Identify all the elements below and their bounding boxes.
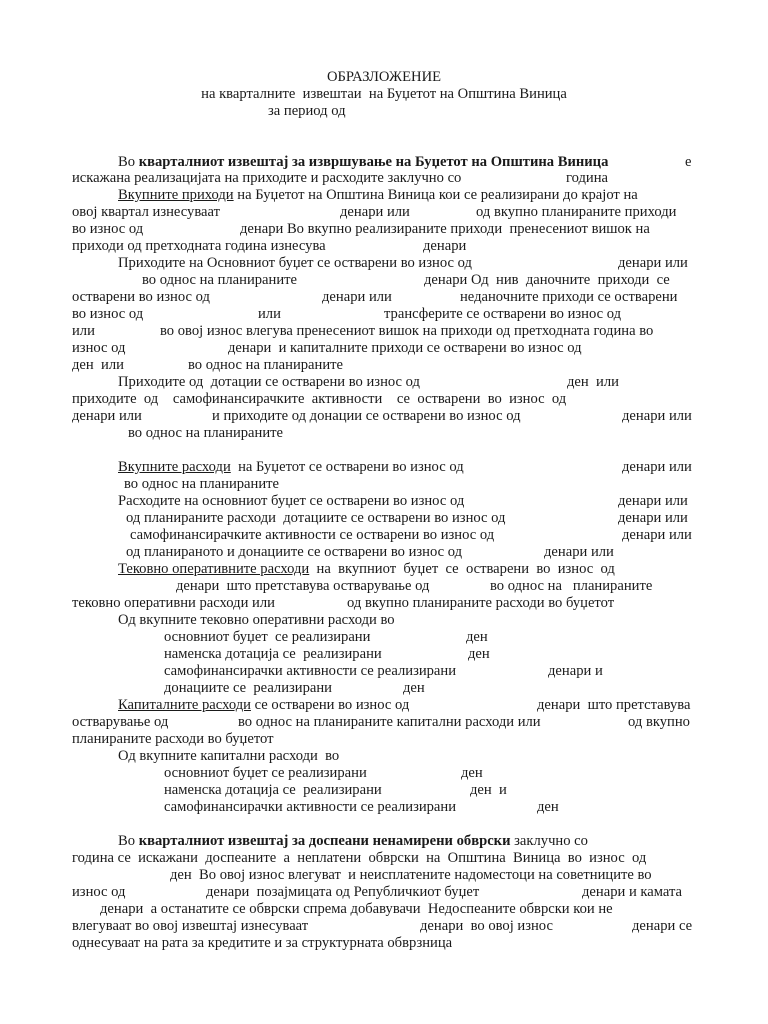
operating-expenditures-paragraph: Тековно оперативните расходи на вкупниот буџет се остварени во износ од [118, 561, 615, 577]
capital-expenditures-paragraph: Капиталните расходи се остварени во износ од [118, 697, 410, 713]
text-fragment: и приходите од донации се остварени во износ од [212, 408, 521, 424]
text-line: приходите од самофинансирачките активности се остварени во износ од [72, 391, 567, 407]
document-title: ОБРАЗЛОЖЕНИЕ [326, 69, 442, 85]
text-line: Од вкупните тековно оперативни расходи во [118, 612, 395, 628]
text-line: во однос на планираните [124, 476, 280, 492]
text-line: остварување од [72, 714, 169, 730]
text-fragment: денари или [622, 527, 692, 543]
text-fragment: во однос на планираните [490, 578, 653, 594]
document-subtitle: на кварталните извештаи на Буџетот на Општина Виница [201, 86, 567, 102]
text-fragment: од вкупно планираните расходи во буџетот [347, 595, 615, 611]
list-item: самофинансирачки активности се реализирани [164, 663, 457, 679]
text-line: износ од [72, 884, 126, 900]
list-item-unit: ден [466, 629, 488, 645]
text-line: тековно оперативни расходи или [72, 595, 275, 611]
text-fragment: денари Од нив даночните приходи се [424, 272, 670, 288]
text-line: самофинансирачките активности се остварени во износ од [130, 527, 495, 543]
text-fragment: денари [423, 238, 467, 254]
text-fragment: или [258, 306, 281, 322]
document-period: за период од [268, 103, 346, 119]
list-item: самофинансирачки активности се реализирани [164, 799, 457, 815]
total-revenues-heading: Вкупните приходи [118, 187, 234, 203]
list-item-unit: ден [537, 799, 559, 815]
text-line: ден или [72, 357, 124, 373]
list-item: основниот буџет се реализирани [164, 765, 367, 781]
text-fragment: во однос на планираните [188, 357, 344, 373]
text-fragment: во овој износ влегува пренесениот вишок на приходи од претходната година во [160, 323, 654, 339]
text-fragment: денари или [322, 289, 392, 305]
text-fragment: година [566, 170, 609, 186]
text-line: во износ од [72, 306, 144, 322]
text-line: однесуваат на рата за кредитите и за структурната обврзница [72, 935, 453, 951]
text-line: во износ од [72, 221, 144, 237]
capital-expenditures-heading: Капиталните расходи [118, 697, 251, 713]
list-item-unit: ден и [470, 782, 507, 798]
text-line: планираните расходи во буџетот [72, 731, 274, 747]
text-line: во однос на планираните [142, 272, 298, 288]
total-expenditures-heading: Вкупните расходи [118, 459, 231, 475]
text-line: искажана реализацијата на приходите и расходите заклучно со [72, 170, 462, 186]
text-fragment: денари позајмицата од Републичкиот буџет [206, 884, 480, 900]
text-fragment: денари или [622, 408, 692, 424]
text-fragment: ден или [567, 374, 619, 390]
text-fragment: е [685, 154, 692, 170]
list-item-unit: денари и [548, 663, 603, 679]
text-line: ден Во овој износ влегуват и неисплатените надоместоци на советниците во [170, 867, 652, 883]
text-line: или [72, 323, 95, 339]
text-fragment: денари или [618, 510, 688, 526]
list-item-unit: ден [461, 765, 483, 781]
list-item: донациите се реализирани [164, 680, 332, 696]
text-fragment: денари или [618, 493, 688, 509]
text-line: од планираното и донациите се остварени во износ од [126, 544, 463, 560]
text-fragment: денари и капиталните приходи се остварени во износ од [228, 340, 582, 356]
list-item: основниот буџет се реализирани [164, 629, 371, 645]
list-item: наменска дотација се реализирани [164, 782, 382, 798]
list-item-unit: ден [468, 646, 490, 662]
text-line: денари што претставува остварување од [176, 578, 430, 594]
text-line: приходи од претходната година изнесува [72, 238, 326, 254]
overdue-report-bold: кварталниот извештај за доспеани ненамирени обврски [138, 833, 511, 849]
execution-paragraph-lead: Во кварталниот извештај за извршување на Буџетот на Општина Виница [118, 154, 609, 170]
text-line: Од вкупните капитални расходи во [118, 748, 340, 764]
text-line: Приходите на Основниот буџет се остварени во износ од [118, 255, 472, 271]
text-line: во однос на планираните [128, 425, 284, 441]
overdue-paragraph-lead: Во кварталниот извештај за доспеани ненамирени обврски заклучно со [118, 833, 588, 849]
text-line: денари или [72, 408, 142, 424]
text-line: овој квартал изнесуваат [72, 204, 221, 220]
text-fragment: денари или [618, 255, 688, 271]
text-fragment: денари се [632, 918, 693, 934]
text-line: износ од [72, 340, 126, 356]
text-line: година се искажани доспеаните а неплатени обврски на Општина Виница во износ од [72, 850, 647, 866]
text-line: од планираните расходи дотациите се остварени во износ од [126, 510, 506, 526]
text-line: денари а останатите се обврски спрема добавувачи Недоспеаните обврски кои не [100, 901, 613, 917]
text-fragment: денари или [544, 544, 614, 560]
text-fragment: трансферите се остварени во износ од [384, 306, 622, 322]
list-item: наменска дотација се реализирани [164, 646, 382, 662]
text-fragment: денари Во вкупно реализираните приходи пренесениот вишок на [240, 221, 650, 237]
text-line: влегуваат во овој извештај изнесуваат [72, 918, 309, 934]
text-fragment: денари и камата [582, 884, 683, 900]
revenues-paragraph: Вкупните приходи на Буџетот на Општина Виница кои се реализирани до крајот на [118, 187, 638, 203]
text-line: Расходите на основниот буџет се остварени во износ од [118, 493, 465, 509]
text-fragment: денари што претставува [537, 697, 691, 713]
text-fragment: од вкупно планираните приходи [476, 204, 677, 220]
text-line: остварени во износ од [72, 289, 210, 305]
expenditures-paragraph: Вкупните расходи на Буџетот се остварени во износ од [118, 459, 464, 475]
text-fragment: денари во овој износ [420, 918, 553, 934]
list-item-unit: ден [403, 680, 425, 696]
execution-report-bold: кварталниот извештај за извршување на Буџетот на Општина Виница [138, 154, 609, 170]
text-line: Приходите од дотации се остварени во износ од [118, 374, 420, 390]
text-fragment: неданочните приходи се остварени [460, 289, 678, 305]
text-fragment: во однос на планираните капитални расходи или [238, 714, 541, 730]
text-fragment: од вкупно [628, 714, 690, 730]
operating-expenditures-heading: Тековно оперативните расходи [118, 561, 310, 577]
text-fragment: денари или [622, 459, 692, 475]
text-fragment: денари или [340, 204, 410, 220]
